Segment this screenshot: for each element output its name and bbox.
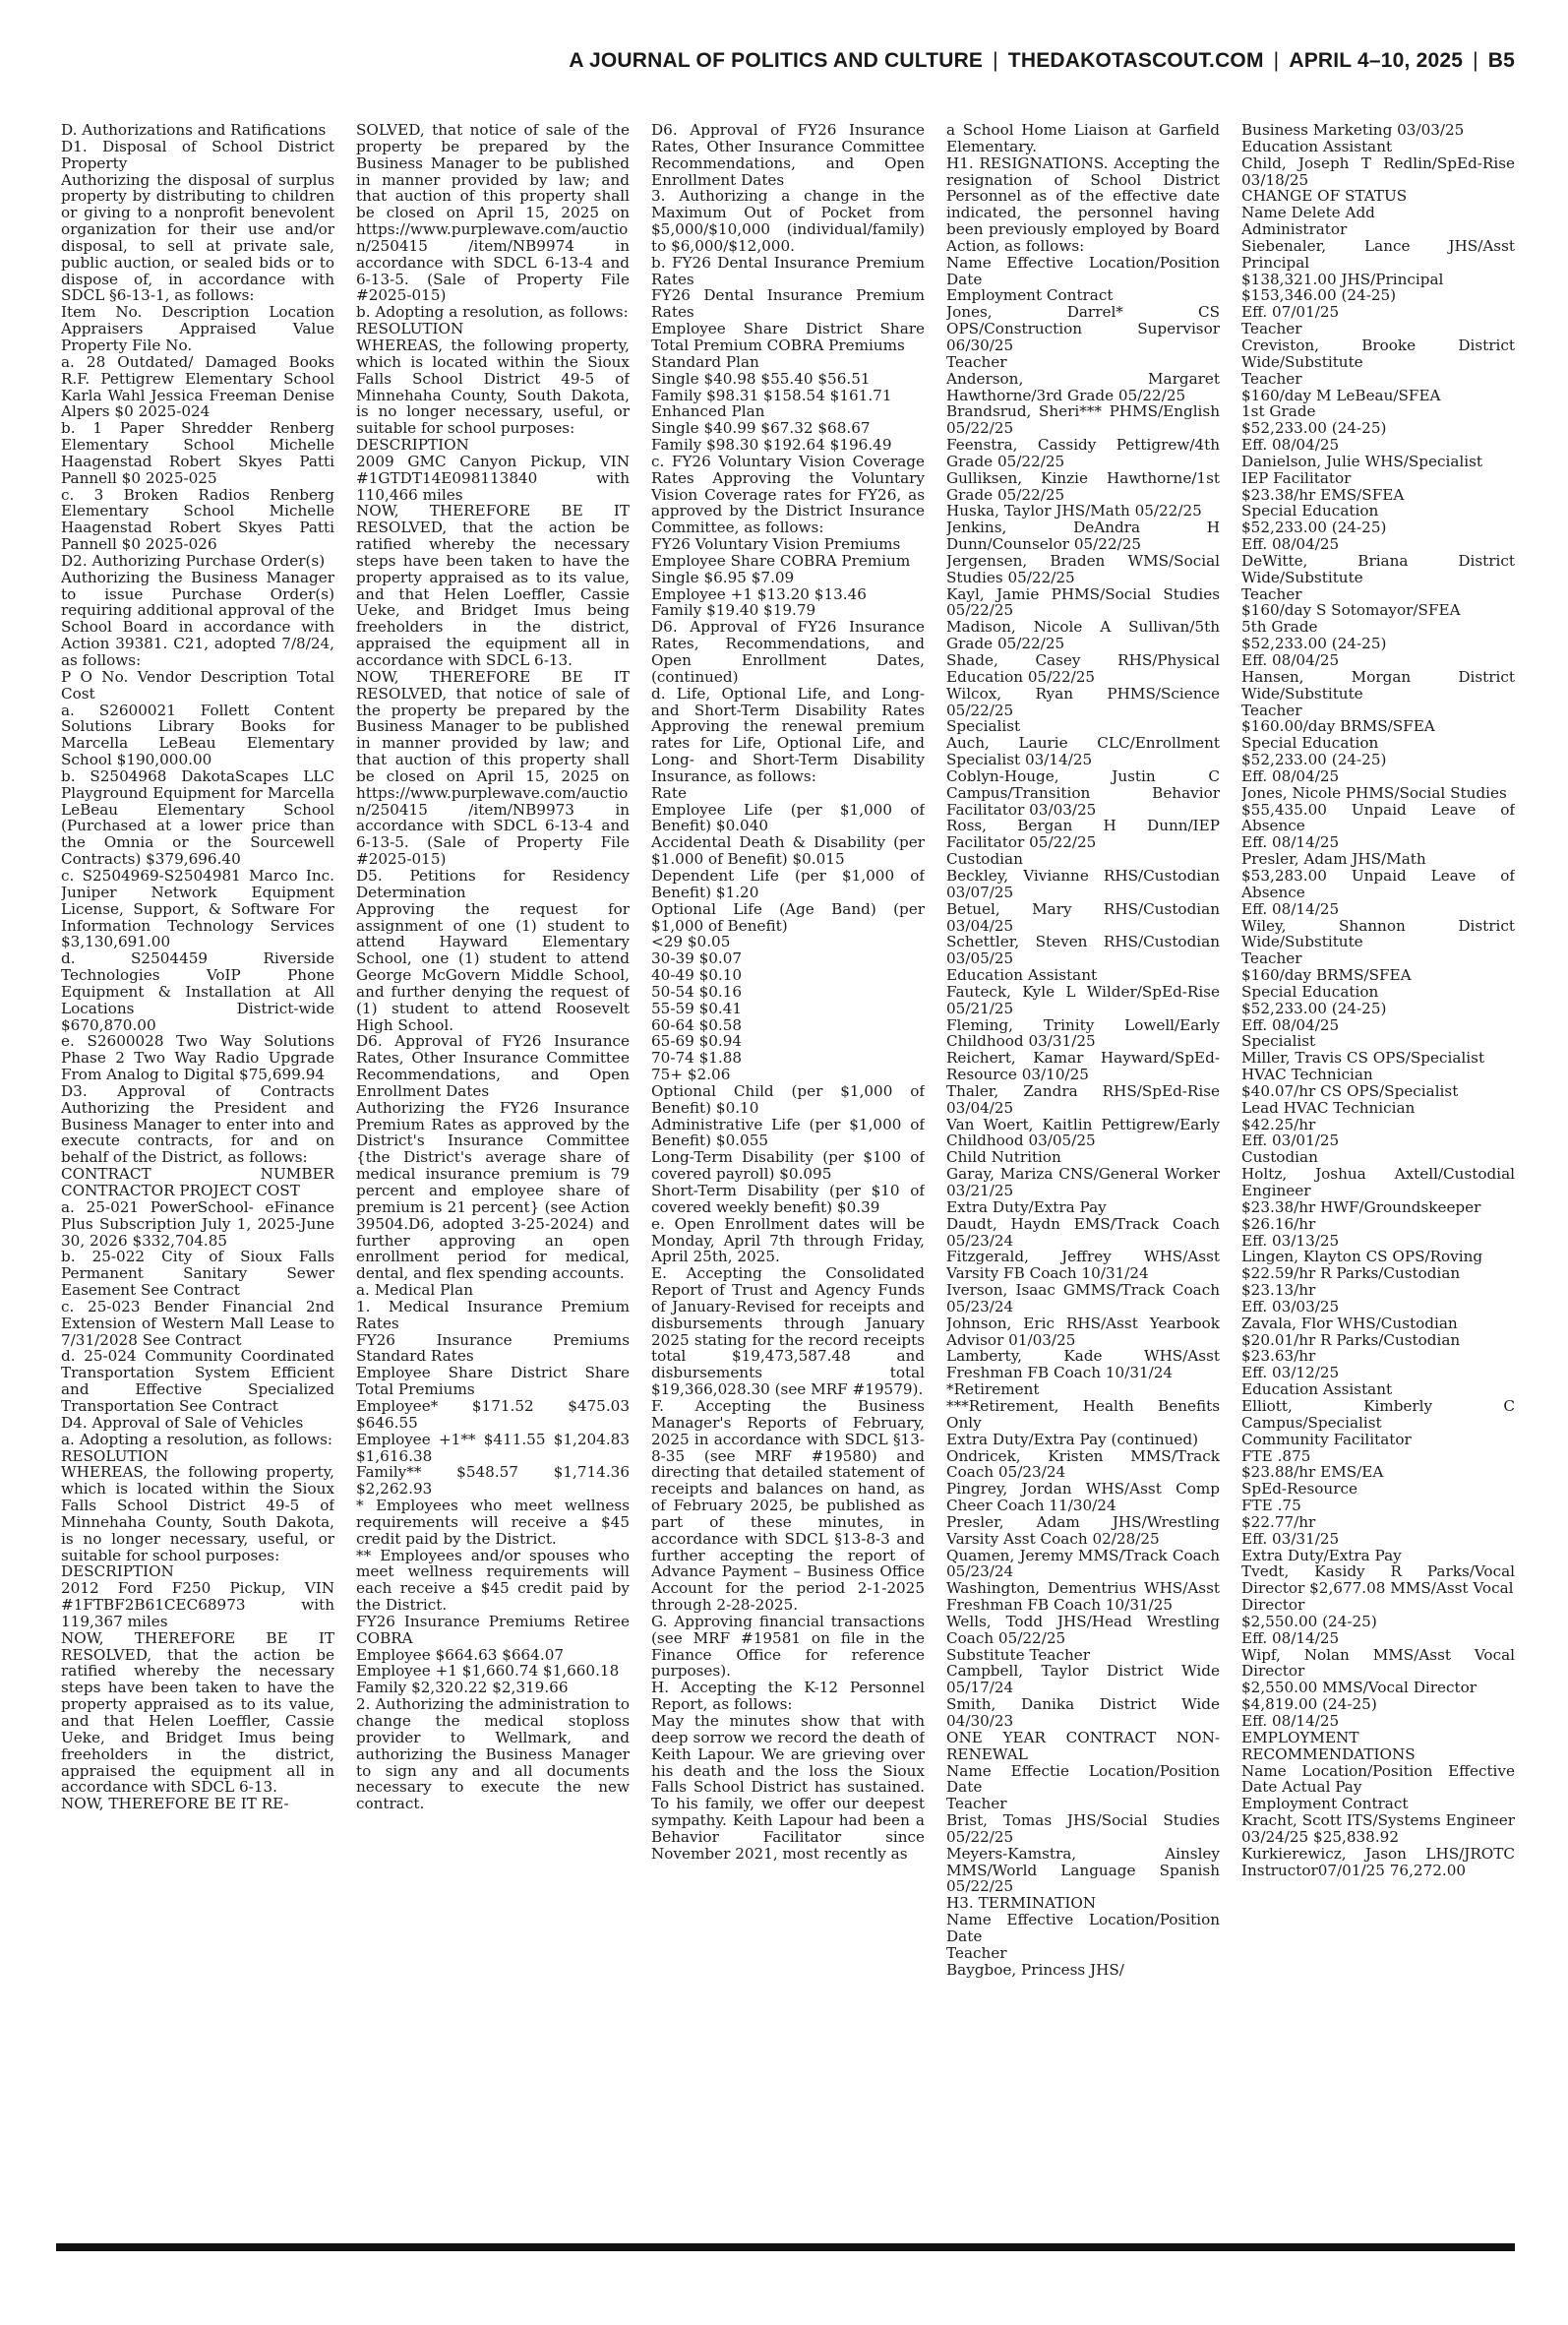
column-paragraph: Lamberty, Kade WHS/Asst Freshman FB Coach 10/31/24 [946,1347,1220,1382]
column-paragraph: Approving the request for assignment of one (1) student to attend Hayward Elementary School, one (1) student to attend George McGovern Middle School, and further denying the request of (1) student to attend Roosevelt High School. [356,899,630,1034]
text-column-3 [651,122,925,2230]
text-column-2 [356,122,630,2230]
column-paragraph: d. 25-024 Community Coordinated Transportation System Efficient and Effective Specialized Transportation See Contract [61,1347,334,1415]
column-paragraph: Education Assistant [946,966,1098,985]
column-paragraph: Iverson, Isaac GMMS/Track Coach 05/23/24 [946,1281,1220,1315]
column-paragraph: a. S2600021 Follett Content Solutions Library Books for Marcella LeBeau Elementary School $190,000.00 [61,701,334,769]
column-paragraph: Teacher [946,1795,1007,1813]
column-paragraph: Employee Life (per $1,000 of Benefit) $0.040 [651,800,925,835]
column-paragraph: Eff. 08/04/25 [1241,651,1340,669]
column-paragraph: $55,435.00 Unpaid Leave of Absence [1241,800,1515,835]
column-paragraph: b. S2504968 DakotaScapes LLC Playground Equipment for Marcella LeBeau Elementary School (Purchased at a lower price than the Omnia or the Sourcewell Contracts) $379,696.40 [61,766,334,869]
header-divider: | [1273,49,1280,72]
column-paragraph: D. Authorizations and Ratifications [61,122,327,139]
column-paragraph: Auch, Laurie CLC/Enrollment Specialist 03/14/25 [946,734,1220,769]
column-paragraph: Education Assistant [1241,1380,1393,1399]
column-paragraph: Teacher [946,1943,1007,1962]
column-paragraph: Eff. 03/03/25 [1241,1297,1340,1315]
column-paragraph: 75+ $2.06 [651,1066,731,1084]
column-paragraph: Brist, Tomas JHS/Social Studies 05/22/25 [946,1811,1220,1846]
column-paragraph: 50-54 $0.16 [651,982,743,1001]
page-number: B5 [1487,49,1515,72]
column-paragraph: Creviston, Brooke District Wide/Substitute [1241,336,1515,371]
column-paragraph: Specialist [946,717,1021,736]
column-paragraph: a School Home Liaison at Garfield Elementary. [946,122,1220,155]
column-paragraph: Employee +1** $411.55 $1,204.83 $1,616.38 [356,1430,630,1465]
column-paragraph: $2,550.00 MMS/Vocal Director [1241,1679,1478,1697]
column-paragraph: Holtz, Joshua Axtell/Custodial Engineer [1241,1165,1515,1199]
column-paragraph: $22.59/hr R Parks/Custodian [1241,1264,1461,1283]
column-paragraph: Jones, Nicole PHMS/Social Studies [1241,783,1507,802]
column-paragraph: Item No. Description Location Appraisers Appraised Value Property File No. [61,303,334,354]
column-paragraph: 5th Grade [1241,618,1318,637]
column-paragraph: Name Location/Position Effective Date Actual Pay [1241,1761,1515,1797]
column-paragraph: Schettler, Steven RHS/Custodian 03/05/25 [946,933,1220,968]
column-paragraph: $153,346.00 (24-25) [1241,286,1397,305]
column-paragraph: NOW, THEREFORE BE IT RESOLVED, that the action be ratified whereby the necessary steps have been taken to have the property appraised as to its value, and that Helen Loeffler, Cassie Ueke, and Bridget Imus being freeholders in the district, appraised the equipment all in accordance with SDCL 6-13. [356,502,630,669]
column-paragraph: Teacher [1241,320,1302,338]
column-paragraph: 1. Medical Insurance Premium Rates [356,1297,630,1332]
column-paragraph: CONTRACT NUMBER CONTRACTOR PROJECT COST [61,1165,334,1199]
column-paragraph: DeWitte, Briana District Wide/Substitute [1241,551,1515,586]
column-paragraph: Administrator [1241,220,1348,239]
column-paragraph: Specialist [1241,1032,1316,1051]
column-paragraph: $52,233.00 (24-25) [1241,751,1387,769]
column-paragraph: 40-49 $0.10 [651,966,743,985]
column-paragraph: Eff. 03/01/25 [1241,1132,1340,1150]
column-paragraph: DESCRIPTION [61,1562,174,1581]
column-paragraph: $160.00/day BRMS/SFEA [1241,717,1435,736]
column-paragraph: b. Adopting a resolution, as follows: [356,303,629,322]
column-paragraph: Kracht, Scott ITS/Systems Engineer 03/24/25 $25,838.92 [1241,1811,1515,1846]
column-paragraph: Community Facilitator [1241,1430,1412,1448]
column-paragraph: Eff. 03/31/25 [1241,1529,1340,1548]
column-paragraph: $160/day M LeBeau/SFEA [1241,386,1441,404]
column-paragraph: Eff. 08/04/25 [1241,535,1340,554]
column-paragraph: a. 28 Outdated/ Damaged Books R.F. Pettigrew Elementary School Karla Wahl Jessica Freeman Denise Alpers $0 2025-024 [61,352,334,421]
column-paragraph: $52,233.00 (24-25) [1241,999,1387,1017]
column-paragraph: D6. Approval of FY26 Insurance Rates, Other Insurance Committee Recommendations, and Open Enrollment Dates [651,122,925,189]
site-url: THEDAKOTASCOUT.COM [1007,49,1264,72]
column-paragraph: Madison, Nicole A Sullivan/5th Grade 05/22/25 [946,618,1220,653]
column-paragraph: 70-74 $1.88 [651,1049,743,1068]
column-paragraph: Substitute Teacher [946,1645,1090,1664]
column-paragraph: Single $40.99 $67.32 $68.67 [651,419,871,438]
column-paragraph: Kurkierewicz, Jason LHS/JROTC Instructor07/01/25 76,272.00 [1241,1844,1515,1879]
column-paragraph: Teacher [1241,701,1302,719]
column-paragraph: IEP Facilitator [1241,468,1352,487]
text-column-5 [1241,122,1515,2230]
column-paragraph: *Retirement [946,1380,1040,1399]
column-paragraph: Name Delete Add [1241,204,1375,222]
column-paragraph: Eff. 08/14/25 [1241,833,1340,852]
column-paragraph: Eff. 08/14/25 [1241,1712,1340,1730]
column-paragraph: $22.77/hr [1241,1512,1316,1531]
column-paragraph: Feenstra, Cassidy Pettigrew/4th Grade 05/22/25 [946,436,1220,470]
column-paragraph: 55-59 $0.41 [651,999,743,1017]
column-paragraph: Lingen, Klayton CS OPS/Roving [1241,1248,1483,1266]
column-paragraph: Eff. 08/04/25 [1241,766,1340,785]
column-paragraph: Eff. 08/14/25 [1241,1628,1340,1647]
column-paragraph: Rate [651,783,687,802]
column-paragraph: $23.63/hr [1241,1347,1316,1366]
column-paragraph: Authorizing the FY26 Insurance Premium Rates as approved by the District's Insurance Committee {the District's average share of medical insurance premium is 79 percent and employee share of premium is 21 percent} (see Action 39504.D6, adopted 3-25-2024) and further approving an open enrollment period for medical, dental, and flex spending accounts. [356,1098,630,1283]
column-paragraph: a. Adopting a resolution, as follows: [61,1430,333,1448]
column-paragraph: E. Accepting the Consolidated Report of Trust and Agency Funds of January-Revised for receipts and disbursements through January 2025 stating for the record receipts total $19,473,587.48 and disbursements total $19,366,028.30 (see MRF #19579). [651,1264,925,1399]
column-paragraph: 2. Authorizing the administration to change the medical stoploss provider to Wellmark, and authorizing the Business Manager to sign any and all documents necessary to execute the new contract. [356,1695,630,1813]
column-paragraph: $4,819.00 (24-25) [1241,1695,1377,1714]
column-paragraph: Washington, Dementrius WHS/Asst Freshman FB Coach 10/31/25 [946,1579,1220,1615]
column-paragraph: 3. Authorizing a change in the Maximum Out of Pocket from $5,000/$10,000 (individual/family) to $6,000/$12,000. [651,187,925,255]
column-paragraph: Short-Term Disability (per $10 of covered weekly benefit) $0.39 [651,1182,925,1216]
column-paragraph: WHEREAS, the following property, which is located within the Sioux Falls School District 49-5 of Minnehaha County, South Dakota, is no longer necessary, useful, or suitable for school purposes: [61,1463,334,1564]
column-paragraph: Authorizing the Business Manager to issue Purchase Order(s) requiring additional approval of the School Board in accordance with Action 39381. C21, adopted 7/8/24, as follows: [61,568,334,669]
column-paragraph: Family $2,320.22 $2,319.66 [356,1679,569,1697]
column-paragraph: Family $98.30 $192.64 $196.49 [651,436,892,455]
column-paragraph: Miller, Travis CS OPS/Specialist [1241,1049,1485,1068]
column-paragraph: 30-39 $0.07 [651,949,743,968]
page-header [0,49,1515,73]
text-column-4 [946,122,1220,2230]
column-paragraph: 1st Grade [1241,402,1316,421]
column-paragraph: $160/day S Sotomayor/SFEA [1241,601,1461,620]
column-paragraph: $160/day BRMS/SFEA [1241,966,1412,985]
column-paragraph: Education Assistant [1241,137,1393,155]
column-paragraph: Garay, Mariza CNS/General Worker 03/21/25 [946,1165,1220,1199]
column-paragraph: P O No. Vendor Description Total Cost [61,667,334,703]
column-paragraph: Fleming, Trinity Lowell/Early Childhood 03/31/25 [946,1015,1220,1051]
column-paragraph: Optional Child (per $1,000 of Benefit) $0.10 [651,1081,925,1117]
column-paragraph: Eff. 03/12/25 [1241,1364,1340,1382]
column-paragraph: Elliott, Kimberly C Campus/Specialist [1241,1396,1515,1432]
column-paragraph: Standard Plan [651,352,759,371]
column-paragraph: Quamen, Jeremy MMS/Track Coach 05/23/24 [946,1546,1220,1581]
column-paragraph: e. S2600028 Two Way Solutions Phase 2 Two Way Radio Upgrade From Analog to Digital $75,699.94 [61,1032,334,1084]
column-paragraph: FY26 Insurance Premiums Retiree COBRA [356,1612,630,1647]
column-paragraph: Single $6.95 $7.09 [651,568,795,586]
column-paragraph: Accidental Death & Disability (per $1.000 of Benefit) $0.015 [651,833,925,869]
column-paragraph: $2,550.00 (24-25) [1241,1612,1377,1630]
column-paragraph: a. 25-021 PowerSchool- eFinance Plus Subscription July 1, 2025-June 30, 2026 $332,704.85 [61,1197,334,1250]
column-paragraph: Dependent Life (per $1,000 of Benefit) $1.20 [651,866,925,901]
column-paragraph: Pingrey, Jordan WHS/Asst Comp Cheer Coach 11/30/24 [946,1480,1220,1515]
column-paragraph: Danielson, Julie WHS/Specialist [1241,452,1483,470]
column-paragraph: Extra Duty/Extra Pay [946,1197,1107,1216]
column-paragraph: $53,283.00 Unpaid Leave of Absence [1241,866,1515,901]
column-paragraph: Special Education [1241,502,1379,520]
column-paragraph: $138,321.00 JHS/Principal [1241,270,1444,288]
column-paragraph: Betuel, Mary RHS/Custodian 03/04/25 [946,899,1220,935]
column-paragraph: FY26 Dental Insurance Premium Rates [651,286,925,322]
column-paragraph: Wipf, Nolan MMS/Asst Vocal Director [1241,1645,1515,1681]
column-paragraph: Employee $664.63 $664.07 [356,1645,565,1664]
column-paragraph: FTE .75 [1241,1497,1301,1515]
column-paragraph: Special Education [1241,734,1379,753]
column-paragraph: HVAC Technician [1241,1066,1373,1084]
column-paragraph: Meyers-Kamstra, Ainsley MMS/World Language Spanish 05/22/25 [946,1844,1220,1896]
column-paragraph: ** Employees and/or spouses who meet wellness requirements will each receive a $45 credit paid by the District. [356,1546,630,1615]
column-paragraph: c. 25-023 Bender Financial 2nd Extension of Western Mall Lease to 7/31/2028 See Contract [61,1297,334,1349]
column-paragraph: b. 25-022 City of Sioux Falls Permanent Sanitary Sewer Easement See Contract [61,1248,334,1300]
column-paragraph: Eff. 08/14/25 [1241,899,1340,918]
column-paragraph: Anderson, Margaret Hawthorne/3rd Grade 05/22/25 [946,369,1220,404]
column-paragraph: Family** $548.57 $1,714.36 $2,262.93 [356,1463,630,1499]
column-paragraph: NOW, THEREFORE BE IT RE- [61,1795,289,1813]
column-paragraph: Employment Contract [1241,1795,1409,1813]
column-paragraph: Jergensen, Braden WMS/Social Studies 05/22/25 [946,551,1220,586]
column-paragraph: a. Medical Plan [356,1281,473,1300]
column-paragraph: b. FY26 Dental Insurance Premium Rates [651,253,925,288]
column-paragraph: Teacher [946,352,1007,371]
column-paragraph: Kayl, Jamie PHMS/Social Studies 05/22/25 [946,584,1220,620]
column-paragraph: Wilcox, Ryan PHMS/Science 05/22/25 [946,684,1220,719]
column-paragraph: D6. Approval of FY26 Insurance Rates, Other Insurance Committee Recommendations, and Open Enrollment Dates [356,1032,630,1100]
column-paragraph: FY26 Insurance Premiums Standard Rates [356,1330,630,1366]
column-paragraph: F. Accepting the Business Manager's Reports of February, 2025 in accordance with SDCL §13-8-35 (see MRF #19580) and directing that detailed statement of receipts and balances on hand, as of February 2025, be published as part of these minutes, in accordance with SDCL §13-8-3 and further accepting the report of Advance Payment – Business Office Account for the period 2-1-2025 through 2-28-2025. [651,1396,925,1615]
column-paragraph: 2009 GMC Canyon Pickup, VIN #1GTDT14E098113840 with 110,466 miles [356,452,630,504]
column-paragraph: DESCRIPTION [356,436,469,455]
column-paragraph: Special Education [1241,982,1379,1001]
column-paragraph: Single $40.98 $55.40 $56.51 [651,369,871,388]
column-paragraph: H. Accepting the K-12 Personnel Report, as follows: [651,1679,925,1714]
column-paragraph: c. FY26 Voluntary Vision Coverage Rates Approving the Voluntary Vision Coverage rates for FY26, as approved by the District Insurance Committee, as follows: [651,452,925,537]
column-paragraph: Optional Life (Age Band) (per $1,000 of Benefit) [651,899,925,935]
column-paragraph: Coblyn-Houge, Justin C Campus/Transition Behavior Facilitator 03/03/25 [946,766,1220,819]
column-paragraph: RESOLUTION [356,320,464,338]
column-paragraph: Siebenaler, Lance JHS/Asst Principal [1241,236,1515,272]
column-paragraph: Tvedt, Kasidy R Parks/Vocal Director $2,677.08 MMS/Asst Vocal [1241,1562,1515,1598]
column-paragraph: Teacher [1241,369,1302,388]
column-paragraph: Hansen, Morgan District Wide/Substitute [1241,667,1515,703]
column-paragraph: Extra Duty/Extra Pay [1241,1546,1402,1564]
column-paragraph: Name Effective Location/Position Date [946,253,1220,288]
column-paragraph: Name Effectie Location/Position Date [946,1761,1220,1797]
column-paragraph: $23.88/hr EMS/EA [1241,1463,1384,1482]
column-paragraph: 65-69 $0.94 [651,1032,743,1051]
column-paragraph: Wiley, Shannon District Wide/Substitute [1241,916,1515,951]
column-paragraph: D1. Disposal of School District Property [61,137,334,172]
column-paragraph: Authorizing the disposal of surplus property by distributing to children or giving to a nonprofit benevolent organization for their use and/or disposal, to sell at private sale, public auction, or sealed bids or to dispose of, in accordance with SDCL §6-13-1, as follows: [61,170,334,305]
column-paragraph: Thaler, Zandra RHS/SpEd-Rise 03/04/25 [946,1081,1220,1117]
column-paragraph: ONE YEAR CONTRACT NON-RENEWAL [946,1728,1220,1763]
column-paragraph: H3. TERMINATION [946,1894,1097,1913]
column-paragraph: Fauteck, Kyle L Wilder/SpEd-Rise 05/21/25 [946,982,1220,1017]
column-paragraph: $40.07/hr CS OPS/Specialist [1241,1081,1459,1100]
column-paragraph: Beckley, Vivianne RHS/Custodian 03/07/25 [946,866,1220,901]
column-paragraph: $23.38/hr HWF/Groundskeeper [1241,1197,1481,1216]
column-paragraph: H1. RESIGNATIONS. Accepting the resignation of School District Personnel as of the effective date indicated, the personnel having been previously employed by Board Action, as follows: [946,153,1220,255]
column-paragraph: Family $98.31 $158.54 $161.71 [651,386,892,404]
column-paragraph: Jones, Darrel* CS OPS/Construction Supervisor 06/30/25 [946,303,1220,354]
column-paragraph: SOLVED, that notice of sale of the property be prepared by the Business Manager to be published in manner provided by law; and that auction of this property shall be closed on April 15, 2025 on https://www.purplewave.com/auction/250415 /item/NB9974 in accordance with SDCL 6-13-4 and 6-13-5. (Sale of Property File #2025-015) [356,122,630,305]
column-paragraph: Shade, Casey RHS/Physical Education 05/22/25 [946,651,1220,686]
column-paragraph: $26.16/hr [1241,1214,1316,1233]
column-paragraph: Reichert, Kamar Hayward/SpEd-Resource 03/10/25 [946,1049,1220,1084]
column-paragraph: Baygboe, Princess JHS/ [946,1960,1124,1979]
column-paragraph: Fitzgerald, Jeffrey WHS/Asst Varsity FB Coach 10/31/24 [946,1248,1220,1283]
column-paragraph: Brandsrud, Sheri*** PHMS/English 05/22/25 [946,402,1220,438]
column-paragraph: $23.38/hr EMS/SFEA [1241,485,1405,504]
column-paragraph: <29 $0.05 [651,933,731,951]
column-paragraph: Employee* $171.52 $475.03 $646.55 [356,1396,630,1432]
column-paragraph: Teacher [1241,584,1302,603]
column-paragraph: $52,233.00 (24-25) [1241,419,1387,438]
column-paragraph: Zavala, Flor WHS/Custodian [1241,1314,1458,1332]
column-paragraph: FTE .875 [1241,1446,1311,1465]
column-paragraph: $23.13/hr [1241,1281,1316,1300]
column-paragraph: SpEd-Resource [1241,1480,1357,1499]
column-paragraph: Administrative Life (per $1,000 of Benefit) $0.055 [651,1115,925,1150]
column-paragraph: NOW, THEREFORE BE IT RESOLVED, that notice of sale of the property be prepared by the Business Manager to be published in manner provided by law; and that auction of this property shall be closed on April 15, 2025 on https://www.purplewave.com/auction/250415 /item/NB9973 in accordance with SDCL 6-13-4 and 6-13-5. (Sale of Property File #2025-015) [356,667,630,869]
bottom-rule [56,2243,1515,2251]
column-paragraph: Ondricek, Kristen MMS/Track Coach 05/23/24 [946,1446,1220,1482]
column-paragraph: Extra Duty/Extra Pay (continued) [946,1430,1199,1448]
column-paragraph: NOW, THEREFORE BE IT RESOLVED, that the action be ratified whereby the necessary steps have been taken to have the property appraised as to its value, and that Helen Loeffler, Cassie Ueke, and Bridget Imus being freeholders in the district, appraised the equipment all in accordance with SDCL 6-13. [61,1628,334,1797]
column-paragraph: $20.01/hr R Parks/Custodian [1241,1330,1461,1349]
column-paragraph: b. 1 Paper Shredder Renberg Elementary School Michelle Haagenstad Robert Skyes Patti Pannell $0 2025-025 [61,419,334,487]
column-paragraph: Family $19.40 $19.79 [651,601,816,620]
column-paragraph: Business Marketing 03/03/25 [1241,122,1465,139]
column-paragraph: Teacher [1241,949,1302,968]
column-paragraph: CHANGE OF STATUS [1241,187,1408,206]
column-paragraph: $52,233.00 (24-25) [1241,519,1387,537]
column-paragraph: Child Nutrition [946,1148,1061,1167]
column-paragraph: Presler, Adam JHS/Math [1241,850,1426,869]
column-paragraph: Employee Share COBRA Premium [651,551,911,570]
column-paragraph: e. Open Enrollment dates will be Monday, April 7th through Friday, April 25th, 2025. [651,1214,925,1266]
column-paragraph: Eff. 08/04/25 [1241,436,1340,455]
header-divider: | [993,49,998,72]
column-paragraph: Van Woert, Kaitlin Pettigrew/Early Childhood 03/05/25 [946,1115,1220,1150]
column-paragraph: Name Effective Location/Position Date [946,1911,1220,1945]
column-paragraph: * Employees who meet wellness requirements will receive a $45 credit paid by the District. [356,1497,630,1548]
column-paragraph: Lead HVAC Technician [1241,1098,1416,1117]
column-paragraph: Daudt, Haydn EMS/Track Coach 05/23/24 [946,1214,1220,1250]
column-paragraph: Ross, Bergan H Dunn/IEP Facilitator 05/22/25 [946,817,1220,852]
column-paragraph: Eff. 03/13/25 [1241,1231,1340,1250]
column-paragraph: Jenkins, DeAndra H Dunn/Counselor 05/22/25 [946,519,1220,554]
column-paragraph: Custodian [1241,1148,1318,1167]
column-paragraph: Presler, Adam JHS/Wrestling Varsity Asst Coach 02/28/25 [946,1512,1220,1548]
column-paragraph: Eff. 08/04/25 [1241,1015,1340,1034]
column-paragraph: Long-Term Disability (per $100 of covered payroll) $0.095 [651,1148,925,1184]
column-paragraph: Child, Joseph T Redlin/SpEd-Rise 03/18/25 [1241,153,1515,189]
column-paragraph: Huska, Taylor JHS/Math 05/22/25 [946,502,1202,520]
column-paragraph: Eff. 07/01/25 [1241,303,1340,322]
column-paragraph: Enhanced Plan [651,402,765,421]
column-paragraph: Gulliksen, Kinzie Hawthorne/1st Grade 05/22/25 [946,468,1220,504]
column-paragraph: RESOLUTION [61,1446,169,1465]
column-paragraph: d. S2504459 Riverside Technologies VoIP Phone Equipment & Installation at All Locations District-wide $670,870.00 [61,949,334,1034]
column-paragraph: D2. Authorizing Purchase Order(s) [61,551,326,570]
column-paragraph: Wells, Todd JHS/Head Wrestling Coach 05/22/25 [946,1612,1220,1647]
column-paragraph: Employee +1 $13.20 $13.46 [651,584,867,603]
column-paragraph: Director [1241,1596,1305,1615]
column-paragraph: Employment Contract [946,286,1114,305]
column-paragraph: FY26 Voluntary Vision Premiums [651,535,901,554]
column-paragraph: Employee +1 $1,660.74 $1,660.18 [356,1662,620,1681]
column-paragraph: Smith, Danika District Wide 04/30/23 [946,1695,1220,1730]
column-paragraph: D4. Approval of Sale of Vehicles [61,1413,304,1432]
column-paragraph: D5. Petitions for Residency Determination [356,866,630,901]
text-column-1 [61,122,334,2230]
column-paragraph: 60-64 $0.58 [651,1015,743,1034]
header-divider: | [1473,49,1478,72]
column-paragraph: $42.25/hr [1241,1115,1316,1133]
column-paragraph: WHEREAS, the following property, which is located within the Sioux Falls School District 49-5 of Minnehaha County, South Dakota, is no longer necessary, useful, or suitable for school purposes: [356,336,630,438]
column-paragraph: $52,233.00 (24-25) [1241,635,1387,653]
column-paragraph: D6. Approval of FY26 Insurance Rates, Recommendations, and Open Enrollment Dates, (continued) [651,618,925,686]
column-paragraph: May the minutes show that with deep sorrow we record the death of Keith Lapour. We are grieving over his death and the loss the Sioux Falls School District has sustained. To his family, we offer our deepest sympathy. Keith Lapour had been a Behavior Facilitator since November 2021, most recently as [651,1712,925,1863]
column-paragraph: c. S2504969-S2504981 Marco Inc. Juniper Network Equipment License, Support, & Software For Information Technology Services $3,130,691.00 [61,866,334,951]
column-paragraph: Johnson, Eric RHS/Asst Yearbook Advisor 01/03/25 [946,1314,1220,1349]
column-paragraph: EMPLOYMENT RECOMMENDATIONS [1241,1728,1416,1763]
issue-date: APRIL 4–10, 2025 [1289,49,1464,72]
column-paragraph: G. Approving financial transactions (see MRF #19581 on file in the Finance Office for reference purposes). [651,1612,925,1681]
column-paragraph: ***Retirement, Health Benefits Only [946,1396,1220,1432]
column-paragraph: Custodian [946,850,1023,869]
column-paragraph: D3. Approval of Contracts Authorizing the President and Business Manager to enter into and execute contracts, for and on behalf of the District, as follows: [61,1081,334,1167]
column-paragraph: Employee Share District Share Total Premium COBRA Premiums [651,320,925,354]
column-paragraph: c. 3 Broken Radios Renberg Elementary School Michelle Haagenstad Robert Skyes Patti Pannell $0 2025-026 [61,485,334,554]
column-paragraph: Employee Share District Share Total Premiums [356,1364,630,1399]
publication-tagline: A JOURNAL OF POLITICS AND CULTURE [569,49,984,72]
column-paragraph: Campbell, Taylor District Wide 05/17/24 [946,1662,1220,1697]
column-paragraph: 2012 Ford F250 Pickup, VIN #1FTBF2B61CEC68973 with 119,367 miles [61,1579,334,1630]
column-paragraph: d. Life, Optional Life, and Long- and Short-Term Disability Rates Approving the renewal premium rates for Life, Optional Life, and Long- and Short-Term Disability Insurance, as follows: [651,684,925,785]
article-columns [61,122,1515,2230]
